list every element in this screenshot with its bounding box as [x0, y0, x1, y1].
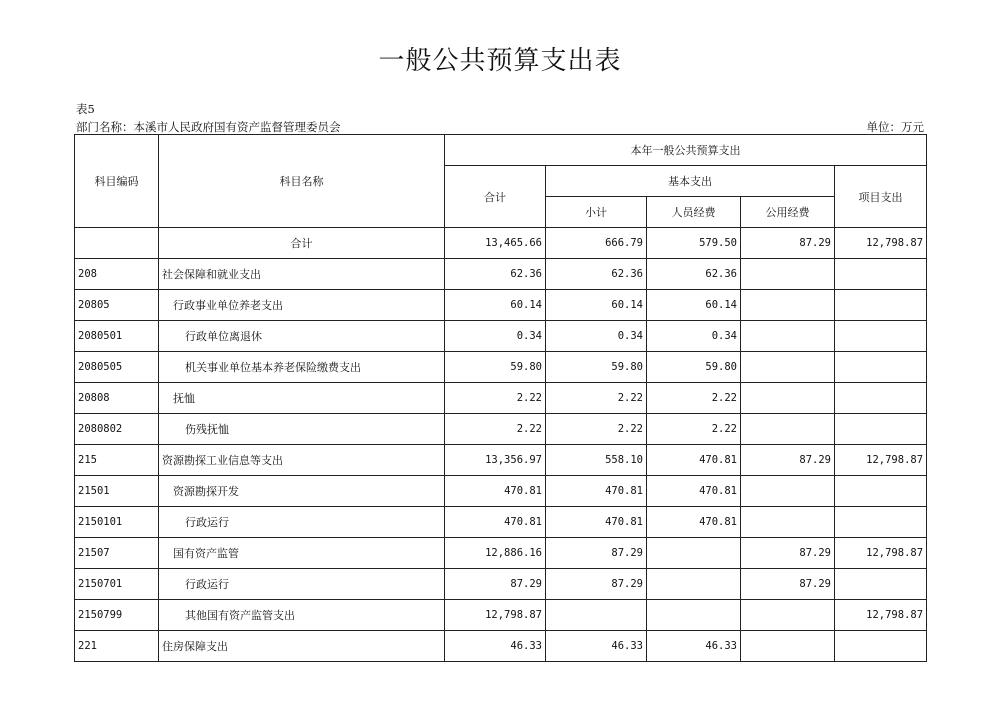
table-row: [75, 290, 927, 321]
cell-subtotal: 46.33: [546, 631, 647, 662]
cell-project: [835, 321, 927, 352]
table-row: [75, 352, 927, 383]
cell-name: 其他国有资产监管支出: [159, 600, 445, 631]
cell-subtotal: 62.36: [546, 259, 647, 290]
cell-name: 行政单位离退休: [159, 321, 445, 352]
cell-public: [741, 321, 835, 352]
cell-code: 2080505: [75, 352, 159, 383]
cell-total: 12,798.87: [445, 600, 546, 631]
cell-project: 12,798.87: [835, 228, 927, 259]
cell-public: [741, 383, 835, 414]
cell-public: 87.29: [741, 569, 835, 600]
cell-project: [835, 383, 927, 414]
cell-project: [835, 476, 927, 507]
cell-code: 21507: [75, 538, 159, 569]
cell-total: 87.29: [445, 569, 546, 600]
header-public: 公用经费: [741, 197, 835, 228]
header-code: 科目编码: [75, 135, 159, 228]
cell-name: 行政事业单位养老支出: [159, 290, 445, 321]
header-project: 项目支出: [835, 166, 927, 228]
cell-total: 12,886.16: [445, 538, 546, 569]
cell-total: 13,465.66: [445, 228, 546, 259]
cell-personnel: [647, 538, 741, 569]
cell-total: 470.81: [445, 476, 546, 507]
cell-name: 资源勘探开发: [159, 476, 445, 507]
cell-personnel: 2.22: [647, 414, 741, 445]
cell-personnel: 59.80: [647, 352, 741, 383]
cell-code: 2150799: [75, 600, 159, 631]
table-row: [75, 228, 927, 259]
cell-project: [835, 352, 927, 383]
cell-code: 20805: [75, 290, 159, 321]
cell-code: 2150701: [75, 569, 159, 600]
cell-personnel: 470.81: [647, 476, 741, 507]
cell-subtotal: 2.22: [546, 414, 647, 445]
cell-public: [741, 352, 835, 383]
cell-public: 87.29: [741, 538, 835, 569]
cell-personnel: 470.81: [647, 507, 741, 538]
cell-code: 21501: [75, 476, 159, 507]
cell-project: 12,798.87: [835, 538, 927, 569]
table-row: [75, 259, 927, 290]
cell-subtotal: 59.80: [546, 352, 647, 383]
cell-name: 抚恤: [159, 383, 445, 414]
unit-label: 单位：万元: [866, 120, 924, 134]
cell-name: 行政运行: [159, 569, 445, 600]
cell-subtotal: 0.34: [546, 321, 647, 352]
cell-personnel: 46.33: [647, 631, 741, 662]
department-name: 部门名称：本溪市人民政府国有资产监督管理委员会: [76, 120, 341, 134]
cell-subtotal: 87.29: [546, 538, 647, 569]
cell-personnel: 0.34: [647, 321, 741, 352]
cell-public: [741, 600, 835, 631]
cell-total: 0.34: [445, 321, 546, 352]
cell-subtotal: 87.29: [546, 569, 647, 600]
cell-code: [75, 228, 159, 259]
cell-name: 住房保障支出: [159, 631, 445, 662]
cell-public: [741, 476, 835, 507]
cell-subtotal: 558.10: [546, 445, 647, 476]
cell-project: [835, 290, 927, 321]
cell-subtotal: 470.81: [546, 476, 647, 507]
cell-personnel: 2.22: [647, 383, 741, 414]
cell-personnel: 579.50: [647, 228, 741, 259]
cell-code: 221: [75, 631, 159, 662]
table-row: [75, 445, 927, 476]
cell-project: 12,798.87: [835, 445, 927, 476]
cell-subtotal: [546, 600, 647, 631]
cell-total: 13,356.97: [445, 445, 546, 476]
cell-project: [835, 414, 927, 445]
cell-personnel: 60.14: [647, 290, 741, 321]
table-row: [75, 631, 927, 662]
table-row: [75, 569, 927, 600]
header-group: 本年一般公共预算支出: [445, 135, 927, 166]
table-row: [75, 414, 927, 445]
cell-project: [835, 507, 927, 538]
cell-personnel: [647, 569, 741, 600]
cell-code: 208: [75, 259, 159, 290]
cell-public: [741, 414, 835, 445]
cell-public: 87.29: [741, 228, 835, 259]
cell-personnel: 470.81: [647, 445, 741, 476]
table-row: [75, 383, 927, 414]
table-row: [75, 538, 927, 569]
cell-code: 20808: [75, 383, 159, 414]
header-basic: 基本支出: [546, 166, 835, 197]
cell-subtotal: 470.81: [546, 507, 647, 538]
cell-name: 合计: [159, 228, 445, 259]
cell-code: 2080802: [75, 414, 159, 445]
cell-name: 机关事业单位基本养老保险缴费支出: [159, 352, 445, 383]
cell-name: 国有资产监管: [159, 538, 445, 569]
table-number: 表5: [76, 102, 95, 116]
cell-code: 215: [75, 445, 159, 476]
cell-personnel: 62.36: [647, 259, 741, 290]
cell-total: 59.80: [445, 352, 546, 383]
page-title: 一般公共预算支出表: [378, 46, 622, 76]
cell-total: 2.22: [445, 383, 546, 414]
cell-personnel: [647, 600, 741, 631]
cell-public: [741, 507, 835, 538]
cell-code: 2150101: [75, 507, 159, 538]
cell-project: 12,798.87: [835, 600, 927, 631]
cell-name: 资源勘探工业信息等支出: [159, 445, 445, 476]
cell-name: 社会保障和就业支出: [159, 259, 445, 290]
budget-expenditure-table: [74, 134, 927, 662]
header-total: 合计: [445, 166, 546, 228]
cell-public: [741, 631, 835, 662]
cell-total: 60.14: [445, 290, 546, 321]
table-row: [75, 600, 927, 631]
cell-subtotal: 60.14: [546, 290, 647, 321]
cell-total: 62.36: [445, 259, 546, 290]
cell-public: [741, 259, 835, 290]
cell-subtotal: 666.79: [546, 228, 647, 259]
cell-total: 2.22: [445, 414, 546, 445]
cell-project: [835, 259, 927, 290]
cell-name: 伤残抚恤: [159, 414, 445, 445]
cell-public: [741, 290, 835, 321]
cell-total: 470.81: [445, 507, 546, 538]
cell-project: [835, 631, 927, 662]
cell-total: 46.33: [445, 631, 546, 662]
cell-public: 87.29: [741, 445, 835, 476]
table-row: [75, 321, 927, 352]
cell-name: 行政运行: [159, 507, 445, 538]
cell-code: 2080501: [75, 321, 159, 352]
table-row: [75, 476, 927, 507]
table-row: [75, 507, 927, 538]
header-personnel: 人员经费: [647, 197, 741, 228]
cell-project: [835, 569, 927, 600]
header-name: 科目名称: [159, 135, 445, 228]
header-subtotal: 小计: [546, 197, 647, 228]
cell-subtotal: 2.22: [546, 383, 647, 414]
